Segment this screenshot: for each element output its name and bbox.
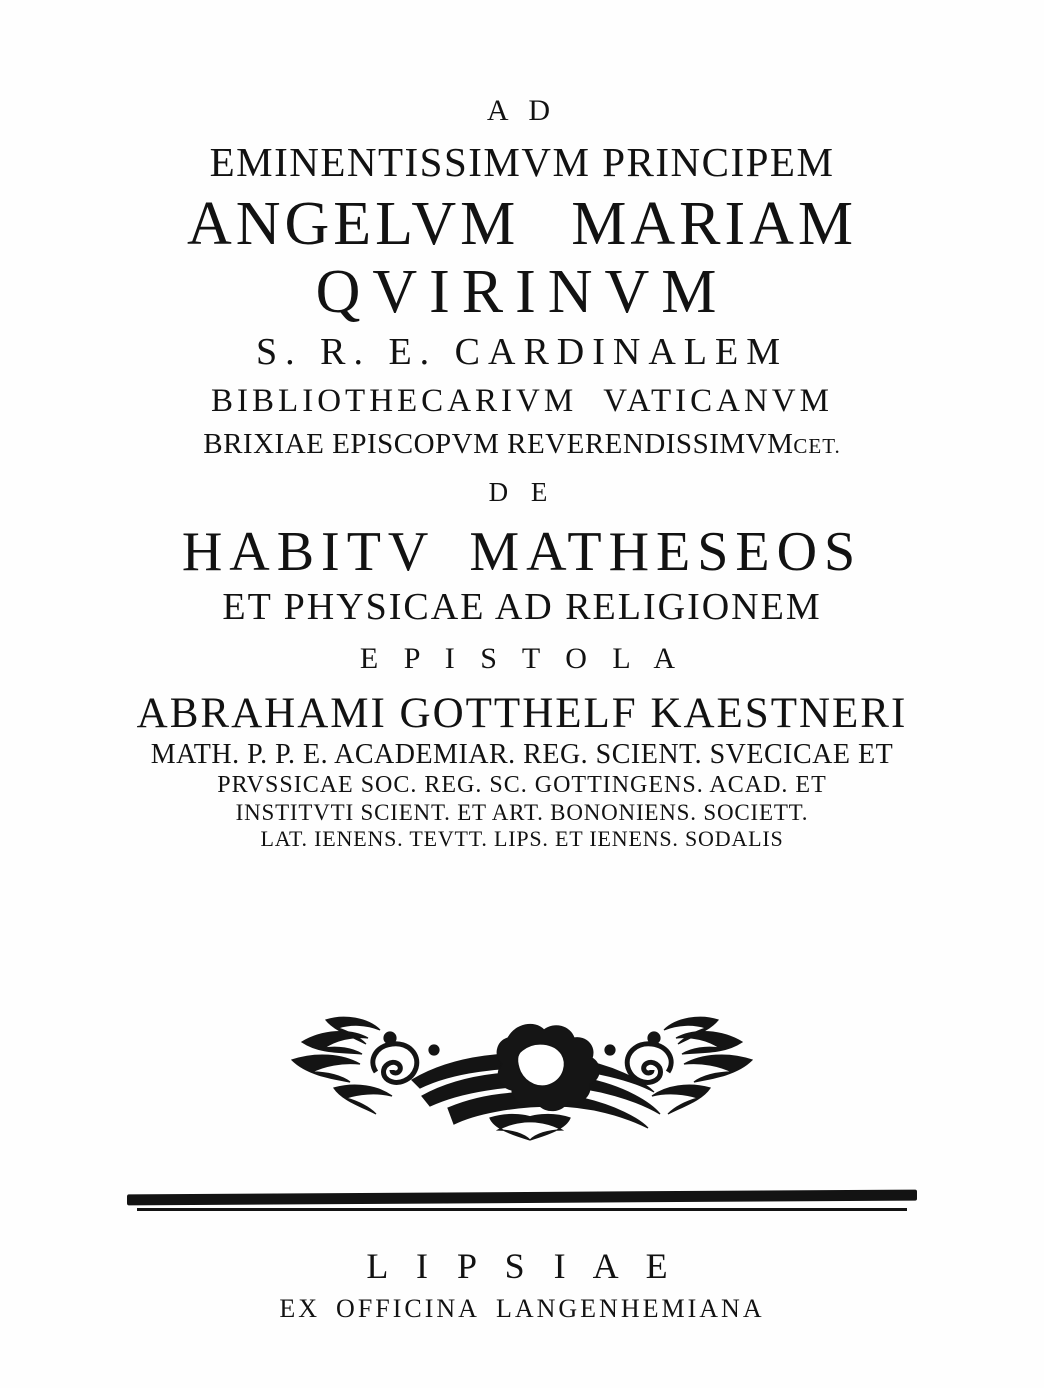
dedicatee-rank: S. R. E. CARDINALEM bbox=[255, 331, 789, 373]
subject-topic-line bbox=[0, 521, 1044, 583]
dedicatee-middle-name: MARIAM bbox=[571, 190, 858, 258]
imprint-ex: EX bbox=[279, 1294, 321, 1323]
dedicatee-bishopric-line bbox=[0, 430, 1044, 459]
author-credentials-line-3: INSTITVTI SCIENT. ET ART. BONONIENS. SOCIETT. bbox=[235, 800, 809, 825]
title-block bbox=[0, 96, 1044, 850]
office-vaticanum: VATICANVM bbox=[603, 383, 833, 419]
imprint-printer-name: LANGENHEMIANA bbox=[495, 1294, 765, 1323]
topic-matheseos: MATHESEOS bbox=[469, 521, 863, 583]
dedicatee-name-line-1 bbox=[0, 190, 1044, 258]
dedicatee-first-name: ANGELVM bbox=[186, 190, 520, 258]
dedication-ad: A D bbox=[486, 94, 558, 127]
imprint-block bbox=[0, 1248, 1044, 1322]
imprint-officina: OFFICINA bbox=[336, 1294, 480, 1323]
author-credentials-line-4: LAT. IENENS. TEVTT. LIPS. ET IENENS. SODALIS bbox=[260, 826, 784, 851]
topic-habitu: HABITV bbox=[181, 521, 436, 583]
divider-rules bbox=[0, 1192, 1044, 1211]
dedicatee-office-line bbox=[0, 385, 1044, 418]
office-cet: CET. bbox=[793, 434, 841, 458]
author-credentials-line-1: MATH. P. P. E. ACADEMIAR. REG. SCIENT. SVECICAE ET bbox=[150, 739, 894, 770]
floral-scroll-ornament bbox=[272, 980, 772, 1150]
imprint-printer bbox=[0, 1296, 1044, 1322]
author-name: ABRAHAMI GOTTHELF KAESTNERI bbox=[136, 690, 908, 737]
dedicatee-surname: QVIRINVM bbox=[315, 258, 729, 326]
office-bibliothecarium: BIBLIOTHECARIVM bbox=[211, 383, 578, 419]
office-brixiae: BRIXIAE EPISCOPVM REVERENDISSIMVM bbox=[203, 428, 794, 460]
dedication-eminentissimum-principem: EMINENTISSIMVM PRINCIPEM bbox=[209, 139, 835, 185]
subject-de: D E bbox=[488, 477, 556, 507]
divider-rule-thin bbox=[137, 1208, 907, 1211]
divider-rule-thick bbox=[127, 1190, 917, 1206]
author-credentials-line-2: PRVSSICAE SOC. REG. SC. GOTTINGENS. ACAD. ET bbox=[217, 772, 827, 798]
subject-topic-subline: ET PHYSICAE AD RELIGIONEM bbox=[222, 586, 822, 628]
imprint-place: L I P S I A E bbox=[366, 1246, 678, 1286]
genre-epistola: E P I S T O L A bbox=[359, 642, 685, 675]
